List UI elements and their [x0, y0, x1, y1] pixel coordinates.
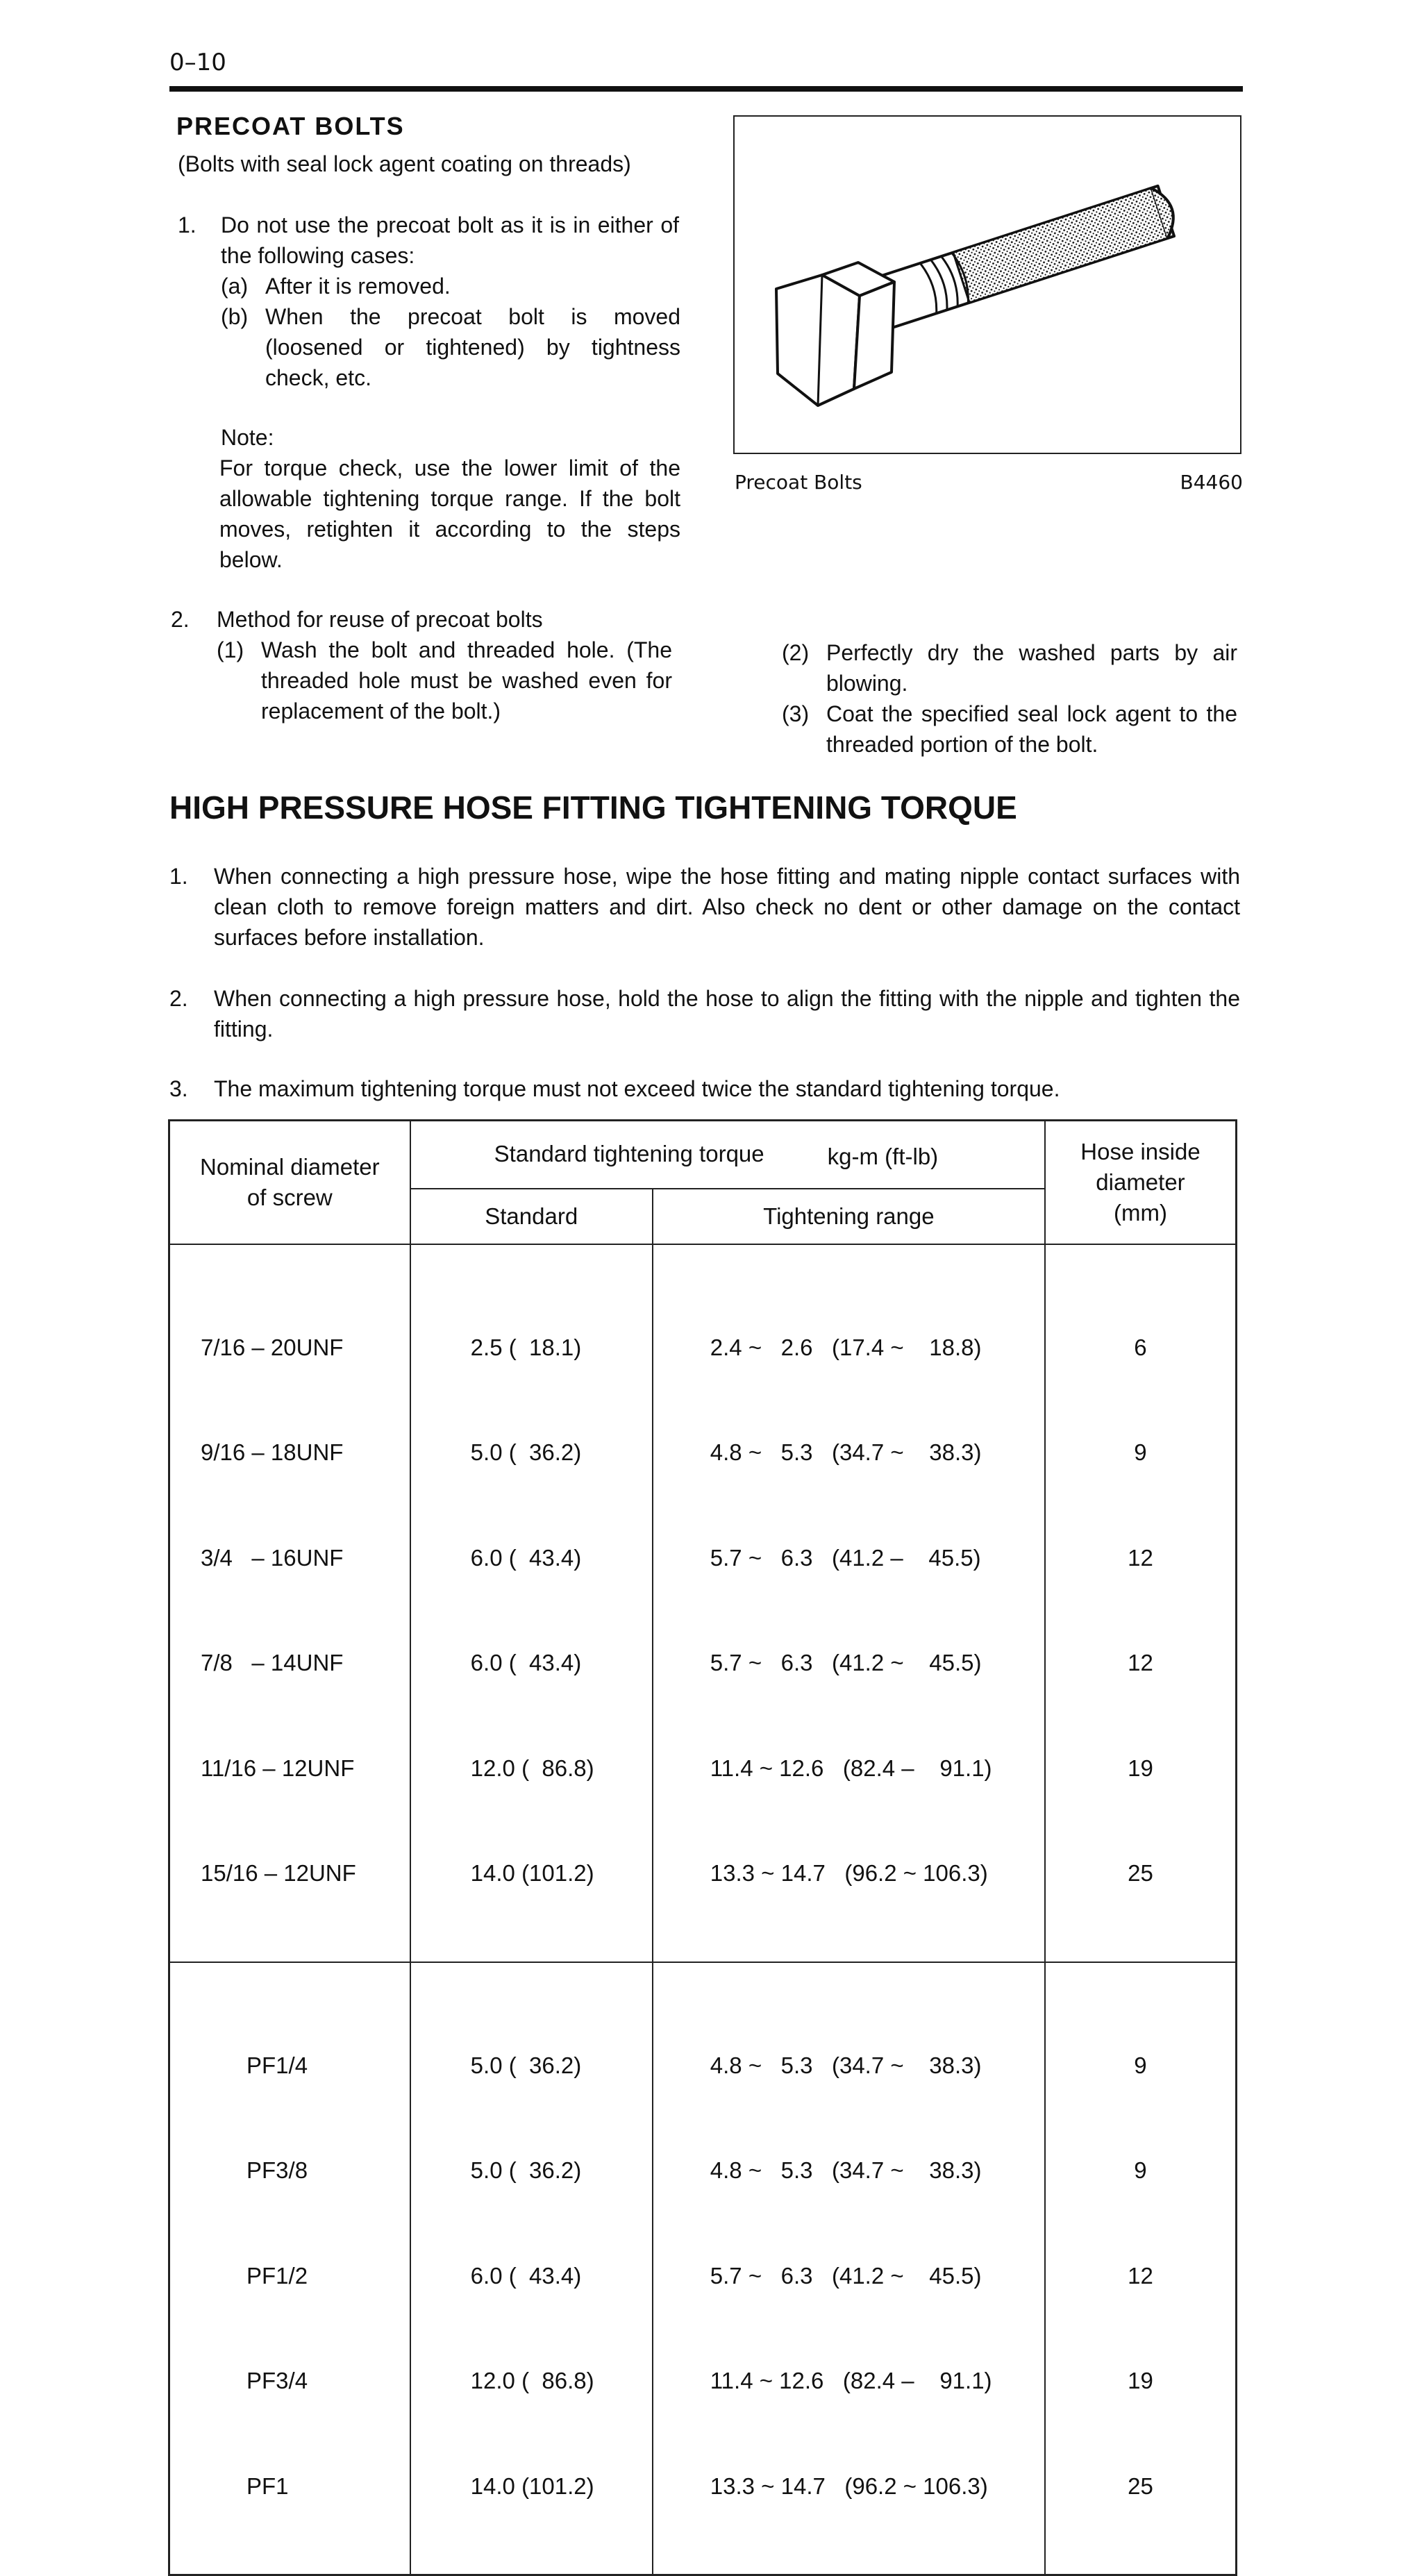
page-number: 0–10	[169, 49, 226, 76]
step3-label: (3)	[782, 701, 810, 726]
step3-text: Coat the specified seal lock agent to the threaded portion of the bolt.	[826, 701, 1237, 757]
header-unit: kg-m (ft-lb)	[827, 1144, 939, 1169]
table-cell: 6	[1134, 1334, 1147, 1360]
col-hose-unf	[1045, 1244, 1237, 1962]
step2-label: (2)	[782, 640, 810, 665]
precoat-bolt-figure	[733, 115, 1241, 454]
table-cell: 13.3 ~ 14.7 (96.2 ~ 106.3)	[710, 1860, 988, 1886]
table-cell: 11/16 – 12UNF	[201, 1755, 355, 1781]
col-range-pf	[653, 1962, 1045, 2575]
precoat-item1b-text: When the precoat bolt is moved (loosened or tightened) by tightness check, etc.	[265, 304, 680, 390]
table-cell: 25	[1128, 2473, 1153, 2499]
header-torque-group	[410, 1121, 1045, 1189]
table-cell: 9	[1134, 2157, 1147, 2183]
col-nominal-pf	[169, 1962, 410, 2575]
precoat-item2-text: Method for reuse of precoat bolts	[217, 607, 543, 632]
table-cell: 6.0 ( 43.4)	[470, 2262, 582, 2289]
table-cell: 7/16 – 20UNF	[201, 1334, 344, 1360]
table-cell: 5.7 ~ 6.3 (41.2 ~ 45.5)	[710, 1650, 982, 1675]
table-group-pf	[169, 1962, 1237, 2575]
table-cell: PF3/8	[246, 2157, 308, 2183]
header-range: Tightening range	[653, 1189, 1045, 1244]
table-cell: 12.0 ( 86.8)	[470, 2368, 594, 2393]
precoat-subtitle: (Bolts with seal lock agent coating on threads)	[178, 151, 631, 176]
header-hose: Hose inside diameter (mm)	[1045, 1121, 1237, 1244]
col-standard-pf	[410, 1962, 653, 2575]
table-cell: 4.8 ~ 5.3 (34.7 ~ 38.3)	[710, 2052, 982, 2078]
table-cell: PF1/2	[246, 2262, 308, 2289]
table-cell: 4.8 ~ 5.3 (34.7 ~ 38.3)	[710, 2157, 982, 2183]
step1-label: (1)	[217, 637, 244, 662]
step2-text: Perfectly dry the washed parts by air blowing.	[826, 640, 1237, 696]
precoat-item2-number: 2.	[171, 607, 190, 632]
table-cell: PF1	[246, 2473, 289, 2499]
hose-item2-text: When connecting a high pressure hose, hold the hose to align the fitting with the nipple and tighten the fitting.	[214, 986, 1240, 1042]
col-nominal-unf	[169, 1244, 410, 1962]
note-label: Note:	[221, 425, 274, 450]
table-group-unf	[169, 1244, 1237, 1962]
table-cell: 5.0 ( 36.2)	[470, 1439, 582, 1465]
table-cell: 19	[1128, 2368, 1153, 2393]
table-cell: 9/16 – 18UNF	[201, 1439, 344, 1465]
step1-text: Wash the bolt and threaded hole. (The threaded hole must be washed even for replacement of the bolt.)	[261, 637, 672, 724]
precoat-item1b-label: (b)	[221, 304, 249, 329]
header-rule	[169, 86, 1243, 92]
precoat-item1a-label: (a)	[221, 274, 249, 299]
table-cell: 5.0 ( 36.2)	[470, 2157, 582, 2183]
precoat-item1-number: 1.	[178, 212, 196, 237]
table-cell: 11.4 ~ 12.6 (82.4 – 91.1)	[710, 2368, 992, 2393]
table-cell: 12	[1128, 2262, 1153, 2289]
table-cell: 12	[1128, 1544, 1153, 1571]
torque-table	[168, 1119, 1237, 2576]
table-cell: 25	[1128, 1860, 1153, 1886]
note-text: For torque check, use the lower limit of the allowable tightening torque range. If the bolt moves, retighten it according to the steps below.	[219, 455, 680, 572]
table-cell: 15/16 – 12UNF	[201, 1860, 356, 1886]
hose-item3-number: 3.	[169, 1076, 188, 1101]
table-cell: 9	[1134, 2052, 1147, 2078]
header-nominal: Nominal diameter of screw	[169, 1121, 410, 1244]
hose-item3-text: The maximum tightening torque must not exceed twice the standard tightening torque.	[214, 1076, 1060, 1101]
figure-caption: Precoat Bolts	[735, 471, 862, 494]
col-hose-pf	[1045, 1962, 1237, 2575]
col-standard-unf	[410, 1244, 653, 1962]
precoat-bolt-illustration	[735, 117, 1240, 453]
table-cell: 11.4 ~ 12.6 (82.4 – 91.1)	[710, 1755, 992, 1781]
hose-heading: HIGH PRESSURE HOSE FITTING TIGHTENING TORQUE	[169, 789, 1017, 826]
precoat-item1-text: Do not use the precoat bolt as it is in either of the following cases:	[221, 212, 679, 268]
table-cell: 14.0 (101.2)	[470, 1860, 594, 1886]
table-cell: 5.0 ( 36.2)	[470, 2052, 582, 2078]
table-cell: 6.0 ( 43.4)	[470, 1544, 582, 1571]
table-cell: 3/4 – 16UNF	[201, 1544, 344, 1571]
hose-item1-number: 1.	[169, 864, 188, 889]
header-standard: Standard	[410, 1189, 653, 1244]
table-cell: 13.3 ~ 14.7 (96.2 ~ 106.3)	[710, 2473, 988, 2499]
table-cell: 14.0 (101.2)	[470, 2473, 594, 2499]
precoat-heading: PRECOAT BOLTS	[176, 112, 405, 140]
table-cell: 6.0 ( 43.4)	[470, 1650, 582, 1675]
table-cell: 4.8 ~ 5.3 (34.7 ~ 38.3)	[710, 1439, 982, 1465]
table-cell: 7/8 – 14UNF	[201, 1650, 344, 1675]
table-cell: 19	[1128, 1755, 1153, 1781]
table-cell: PF1/4	[246, 2052, 308, 2078]
table-cell: 9	[1134, 1439, 1147, 1465]
table-cell: 2.5 ( 18.1)	[470, 1334, 582, 1360]
hose-item1-text: When connecting a high pressure hose, wipe the hose fitting and mating nipple contact surfaces with clean cloth to remove foreign matters and dirt. Also check no dent or other damage on the contact surfaces before installation.	[214, 864, 1240, 950]
table-cell: PF3/4	[246, 2368, 308, 2393]
table-cell: 5.7 ~ 6.3 (41.2 – 45.5)	[710, 1544, 981, 1571]
table-cell: 12	[1128, 1650, 1153, 1675]
table-cell: 5.7 ~ 6.3 (41.2 ~ 45.5)	[710, 2262, 982, 2289]
figure-code: B4460	[1180, 471, 1243, 494]
header-torque: Standard tightening torque	[494, 1141, 764, 1166]
hose-item2-number: 2.	[169, 986, 188, 1011]
precoat-item1a-text: After it is removed.	[265, 274, 451, 299]
table-cell: 2.4 ~ 2.6 (17.4 ~ 18.8)	[710, 1334, 982, 1360]
table-cell: 12.0 ( 86.8)	[470, 1755, 594, 1781]
col-range-unf	[653, 1244, 1045, 1962]
